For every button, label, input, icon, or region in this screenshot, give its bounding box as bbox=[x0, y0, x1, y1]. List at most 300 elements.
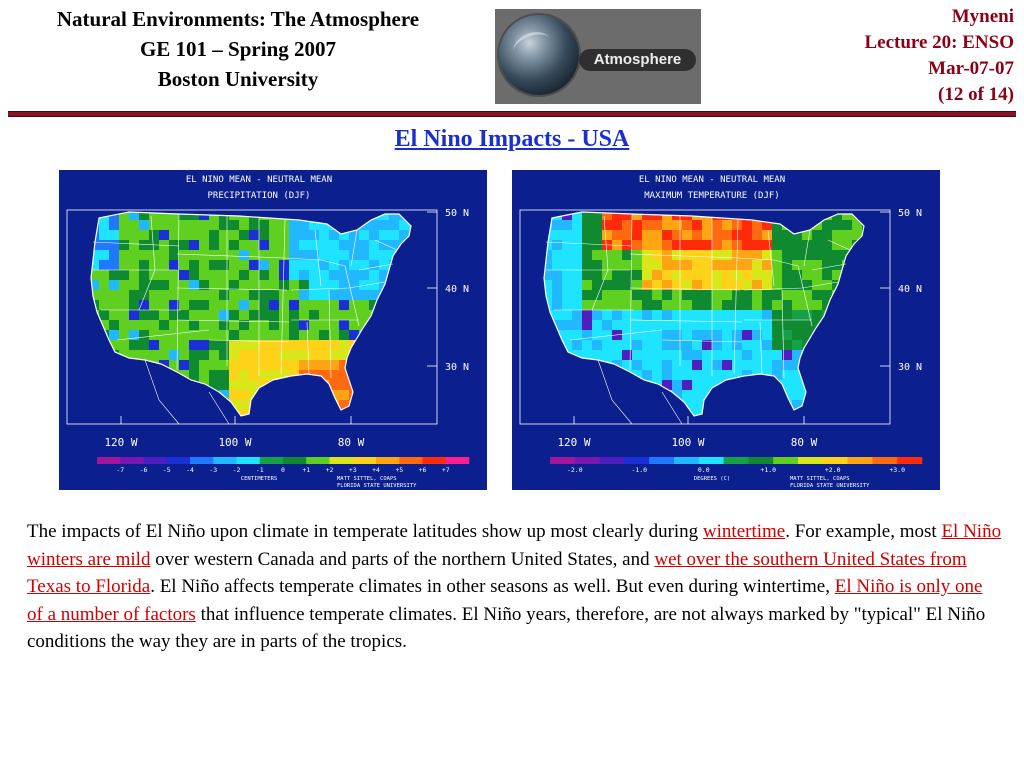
map-cell bbox=[129, 340, 139, 350]
map-cell bbox=[792, 240, 802, 250]
map-cell bbox=[239, 350, 249, 360]
lon-label: 100 W bbox=[671, 436, 705, 449]
map-cell bbox=[319, 290, 329, 300]
map-cell bbox=[702, 250, 712, 260]
map-cell bbox=[712, 310, 722, 320]
map-cell bbox=[832, 230, 842, 240]
map-cell bbox=[722, 350, 732, 360]
map-cell bbox=[742, 300, 752, 310]
map-cell bbox=[772, 270, 782, 280]
map-cell bbox=[109, 330, 119, 340]
legend-swatch bbox=[872, 457, 897, 464]
map-cell bbox=[129, 250, 139, 260]
legend-label: -5 bbox=[162, 466, 171, 474]
map-cell bbox=[612, 320, 622, 330]
link-wintertime[interactable]: wintertime bbox=[702, 521, 786, 542]
map-cell bbox=[722, 330, 732, 340]
map-cell bbox=[109, 250, 119, 260]
map-cell bbox=[189, 290, 199, 300]
map-cell bbox=[612, 350, 622, 360]
body-paragraph bbox=[27, 518, 1002, 656]
map-cell bbox=[379, 220, 389, 230]
map-cell bbox=[622, 270, 632, 280]
map-cell bbox=[772, 290, 782, 300]
map-cell bbox=[309, 290, 319, 300]
map-cell bbox=[612, 250, 622, 260]
map-cell bbox=[552, 240, 562, 250]
link-wet-south[interactable]: wet over the southern United States from Texas to Florida bbox=[27, 548, 967, 597]
map-cell bbox=[602, 220, 612, 230]
map-cell bbox=[179, 360, 189, 370]
slide-number: (12 of 14) bbox=[938, 84, 1014, 105]
map-cell bbox=[632, 360, 642, 370]
map-cell bbox=[682, 350, 692, 360]
map-cell bbox=[622, 260, 632, 270]
map-cell bbox=[189, 310, 199, 320]
atmosphere-logo bbox=[495, 9, 701, 104]
map-cell bbox=[602, 290, 612, 300]
map-cell bbox=[119, 250, 129, 260]
map-cell bbox=[652, 290, 662, 300]
map-cell bbox=[692, 240, 702, 250]
map-cell bbox=[309, 270, 319, 280]
map-cell bbox=[622, 220, 632, 230]
map-cell bbox=[592, 340, 602, 350]
map-cell bbox=[239, 230, 249, 240]
map-cell bbox=[269, 330, 279, 340]
map-cell bbox=[159, 310, 169, 320]
map-cell bbox=[752, 230, 762, 240]
map-cell bbox=[319, 250, 329, 260]
map-cell bbox=[642, 360, 652, 370]
map-cell bbox=[199, 270, 209, 280]
lon-label: 80 W bbox=[337, 436, 365, 449]
map-cell bbox=[562, 240, 572, 250]
map-cell bbox=[139, 310, 149, 320]
map-cell bbox=[139, 270, 149, 280]
map-cell bbox=[249, 240, 259, 250]
map-cell bbox=[622, 250, 632, 260]
map-cell bbox=[802, 250, 812, 260]
map-cell bbox=[259, 290, 269, 300]
map-cell bbox=[339, 300, 349, 310]
map-cell bbox=[229, 230, 239, 240]
map-cell bbox=[662, 290, 672, 300]
map-cell bbox=[179, 270, 189, 280]
map-cell bbox=[299, 310, 309, 320]
map-cell bbox=[329, 370, 339, 380]
map-cell bbox=[732, 290, 742, 300]
link-factors[interactable]: El Niño is only one of a number of factors bbox=[27, 576, 983, 625]
map-cell bbox=[592, 250, 602, 260]
map-cell bbox=[812, 240, 822, 250]
map-cell bbox=[592, 320, 602, 330]
map-cell bbox=[822, 240, 832, 250]
map-cell bbox=[602, 230, 612, 240]
map-cell bbox=[762, 290, 772, 300]
map-cell bbox=[762, 280, 772, 290]
map-cell bbox=[662, 330, 672, 340]
map-cell bbox=[379, 230, 389, 240]
map-cell bbox=[259, 240, 269, 250]
map-cell bbox=[792, 340, 802, 350]
map-cell bbox=[129, 310, 139, 320]
map-cell bbox=[119, 340, 129, 350]
map-cell bbox=[622, 240, 632, 250]
map-cell bbox=[179, 350, 189, 360]
map-cell bbox=[349, 320, 359, 330]
map-cell bbox=[582, 300, 592, 310]
map-cell bbox=[702, 360, 712, 370]
map-cell bbox=[692, 300, 702, 310]
map-cell bbox=[279, 220, 289, 230]
map-cell bbox=[752, 360, 762, 370]
map-cell bbox=[672, 220, 682, 230]
map-cell bbox=[309, 330, 319, 340]
map-cell bbox=[129, 290, 139, 300]
map-cell bbox=[832, 220, 842, 230]
map-cell bbox=[259, 350, 269, 360]
map-cell bbox=[662, 340, 672, 350]
map-cell bbox=[339, 320, 349, 330]
map-cell bbox=[289, 280, 299, 290]
map-cell bbox=[239, 340, 249, 350]
map-cell bbox=[592, 350, 602, 360]
map-cell bbox=[552, 280, 562, 290]
map-cell bbox=[129, 280, 139, 290]
map-cell bbox=[642, 340, 652, 350]
map-cell bbox=[109, 310, 119, 320]
map-cell bbox=[239, 250, 249, 260]
map-cell bbox=[672, 230, 682, 240]
map-cell bbox=[602, 350, 612, 360]
map-cell bbox=[299, 290, 309, 300]
map-cell bbox=[269, 280, 279, 290]
map-cell bbox=[802, 290, 812, 300]
map-cell bbox=[179, 290, 189, 300]
map-cell bbox=[339, 340, 349, 350]
map-cell bbox=[119, 330, 129, 340]
map-cell bbox=[792, 310, 802, 320]
credit-line-2: FLORIDA STATE UNIVERSITY bbox=[790, 483, 870, 489]
map-cell bbox=[792, 250, 802, 260]
map-cell bbox=[319, 340, 329, 350]
map-cell bbox=[552, 250, 562, 260]
map-cell bbox=[379, 240, 389, 250]
map-cell bbox=[129, 220, 139, 230]
map-cell bbox=[179, 220, 189, 230]
map-cell bbox=[279, 320, 289, 330]
map-cell bbox=[99, 250, 109, 260]
legend-swatch bbox=[575, 457, 600, 464]
map-cell bbox=[219, 310, 229, 320]
map-cell bbox=[209, 290, 219, 300]
map-cell bbox=[582, 290, 592, 300]
map-cell bbox=[129, 320, 139, 330]
map-cell bbox=[662, 360, 672, 370]
map-cell bbox=[159, 320, 169, 330]
map-cell bbox=[189, 240, 199, 250]
map-cell bbox=[682, 270, 692, 280]
map-cell bbox=[572, 250, 582, 260]
map-cell bbox=[632, 270, 642, 280]
map-cell bbox=[642, 310, 652, 320]
map-cell bbox=[259, 310, 269, 320]
map-cell bbox=[369, 280, 379, 290]
map-cell bbox=[289, 220, 299, 230]
map-cell bbox=[319, 360, 329, 370]
map-cell bbox=[762, 240, 772, 250]
map-cell bbox=[249, 270, 259, 280]
map-cell bbox=[632, 340, 642, 350]
map-cell bbox=[782, 330, 792, 340]
map-cell bbox=[269, 270, 279, 280]
map-cell bbox=[832, 250, 842, 260]
map-cell bbox=[109, 230, 119, 240]
map-cell bbox=[359, 250, 369, 260]
map-cell bbox=[169, 280, 179, 290]
map-cell bbox=[752, 270, 762, 280]
map-cell bbox=[712, 350, 722, 360]
map-cell bbox=[209, 310, 219, 320]
map-cell bbox=[772, 310, 782, 320]
map-cell bbox=[119, 220, 129, 230]
map-cell bbox=[309, 260, 319, 270]
map-cell bbox=[642, 290, 652, 300]
map-cell bbox=[812, 230, 822, 240]
body-text-2: . For example, most bbox=[785, 521, 942, 542]
map-cell bbox=[652, 310, 662, 320]
map-cell bbox=[129, 300, 139, 310]
map-cell bbox=[582, 240, 592, 250]
map-cell bbox=[712, 370, 722, 380]
map-cell bbox=[339, 240, 349, 250]
map-cell bbox=[612, 340, 622, 350]
legend-swatch bbox=[283, 457, 307, 464]
map-cell bbox=[692, 230, 702, 240]
map-cell bbox=[149, 300, 159, 310]
map-cell bbox=[662, 260, 672, 270]
map-cell bbox=[722, 250, 732, 260]
map-cell bbox=[762, 330, 772, 340]
map-cell bbox=[259, 230, 269, 240]
map-cell bbox=[359, 240, 369, 250]
map-cell bbox=[762, 310, 772, 320]
map-cell bbox=[289, 240, 299, 250]
map-cell bbox=[782, 270, 792, 280]
map-cell bbox=[229, 380, 239, 390]
map-cell bbox=[109, 320, 119, 330]
map-cell bbox=[179, 280, 189, 290]
map-cell bbox=[712, 240, 722, 250]
map-cell bbox=[209, 270, 219, 280]
map-cell bbox=[702, 380, 712, 390]
map-cell bbox=[179, 230, 189, 240]
map-cell bbox=[199, 320, 209, 330]
map-cell bbox=[562, 290, 572, 300]
map-cell bbox=[249, 380, 259, 390]
map-cell bbox=[309, 310, 319, 320]
map-cell bbox=[239, 240, 249, 250]
map-cell bbox=[209, 300, 219, 310]
map-cell bbox=[199, 370, 209, 380]
map-cell bbox=[249, 220, 259, 230]
map-cell bbox=[169, 290, 179, 300]
map-cell bbox=[682, 360, 692, 370]
body-text-1: The impacts of El Niño upon climate in temperate latitudes show up most clearly during bbox=[27, 521, 703, 542]
map-cell bbox=[712, 230, 722, 240]
map-cell bbox=[622, 280, 632, 290]
legend-label: -6 bbox=[139, 466, 148, 474]
map-cell bbox=[732, 230, 742, 240]
map-cell bbox=[842, 230, 852, 240]
legend-swatch bbox=[848, 457, 873, 464]
map-cell bbox=[189, 230, 199, 240]
map-cell bbox=[682, 240, 692, 250]
legend-label: 0 bbox=[281, 466, 285, 474]
map-cell bbox=[229, 360, 239, 370]
map-cell bbox=[672, 370, 682, 380]
map-cell bbox=[592, 330, 602, 340]
map-cell bbox=[672, 320, 682, 330]
map-cell bbox=[652, 300, 662, 310]
map-cell bbox=[289, 320, 299, 330]
map-cell bbox=[119, 300, 129, 310]
map-cell bbox=[269, 230, 279, 240]
map-cell bbox=[782, 240, 792, 250]
map-subtitle: MAXIMUM TEMPERATURE (DJF) bbox=[644, 191, 780, 201]
legend-swatch bbox=[330, 457, 354, 464]
map-cell bbox=[309, 240, 319, 250]
map-cell bbox=[642, 220, 652, 230]
map-cell bbox=[712, 220, 722, 230]
map-cell bbox=[199, 300, 209, 310]
map-cell bbox=[149, 270, 159, 280]
map-cell bbox=[119, 310, 129, 320]
map-cell bbox=[812, 270, 822, 280]
map-cell bbox=[632, 290, 642, 300]
map-cell bbox=[199, 360, 209, 370]
map-cell bbox=[822, 250, 832, 260]
map-cell bbox=[612, 300, 622, 310]
map-cell bbox=[259, 330, 269, 340]
map-cell bbox=[299, 360, 309, 370]
map-cell bbox=[269, 360, 279, 370]
map-cell bbox=[179, 300, 189, 310]
map-cell bbox=[169, 240, 179, 250]
map-cell bbox=[702, 370, 712, 380]
map-cell bbox=[319, 350, 329, 360]
map-cell bbox=[712, 290, 722, 300]
map-cell bbox=[742, 290, 752, 300]
map-cell bbox=[782, 290, 792, 300]
map-cell bbox=[349, 250, 359, 260]
map-cell bbox=[752, 260, 762, 270]
map-cell bbox=[389, 230, 399, 240]
map-cell bbox=[349, 260, 359, 270]
map-cell bbox=[702, 330, 712, 340]
link-mild-winters[interactable]: El Niño winters are mild bbox=[27, 521, 1002, 570]
map-cell bbox=[712, 260, 722, 270]
map-cell bbox=[299, 250, 309, 260]
map-cell bbox=[722, 310, 732, 320]
map-cell bbox=[369, 240, 379, 250]
map-cell bbox=[702, 310, 712, 320]
map-cell bbox=[662, 240, 672, 250]
map-cell bbox=[582, 250, 592, 260]
precipitation-map bbox=[59, 170, 487, 490]
map-cell bbox=[119, 260, 129, 270]
map-cell bbox=[792, 390, 802, 400]
map-cell bbox=[339, 270, 349, 280]
map-cell bbox=[339, 290, 349, 300]
map-cell bbox=[692, 260, 702, 270]
map-cell bbox=[812, 300, 822, 310]
map-cell bbox=[712, 360, 722, 370]
map-cell bbox=[702, 240, 712, 250]
map-cell bbox=[562, 330, 572, 340]
map-cell bbox=[612, 270, 622, 280]
map-cell bbox=[682, 290, 692, 300]
map-cell bbox=[672, 260, 682, 270]
legend-swatch bbox=[624, 457, 649, 464]
map-cell bbox=[752, 290, 762, 300]
credit-line-1: MATT SITTEL, COAPS bbox=[790, 476, 850, 482]
temperature-map bbox=[512, 170, 940, 490]
map-cell bbox=[562, 300, 572, 310]
map-cell bbox=[259, 250, 269, 260]
map-cell bbox=[652, 370, 662, 380]
globe-icon bbox=[499, 15, 579, 95]
map-cell bbox=[169, 250, 179, 260]
map-cell bbox=[572, 310, 582, 320]
map-cell bbox=[772, 330, 782, 340]
map-cell bbox=[359, 310, 369, 320]
map-cell bbox=[572, 320, 582, 330]
legend-label: +4 bbox=[372, 466, 380, 474]
map-cell bbox=[229, 290, 239, 300]
map-cell bbox=[692, 250, 702, 260]
map-cell bbox=[209, 320, 219, 330]
map-cell bbox=[269, 290, 279, 300]
legend-swatch bbox=[306, 457, 330, 464]
map-cell bbox=[552, 300, 562, 310]
map-cell bbox=[199, 220, 209, 230]
map-cell bbox=[572, 290, 582, 300]
map-cell bbox=[199, 230, 209, 240]
map-cell bbox=[189, 340, 199, 350]
map-cell bbox=[682, 320, 692, 330]
map-cell bbox=[329, 310, 339, 320]
map-cell bbox=[742, 240, 752, 250]
map-cell bbox=[159, 290, 169, 300]
credit-line-1: MATT SITTEL, COAPS bbox=[337, 476, 397, 482]
map-cell bbox=[169, 270, 179, 280]
map-cell bbox=[692, 360, 702, 370]
map-cell bbox=[339, 310, 349, 320]
map-cell bbox=[149, 330, 159, 340]
map-cell bbox=[289, 300, 299, 310]
map-cell bbox=[822, 270, 832, 280]
map-cell bbox=[692, 290, 702, 300]
legend-swatch bbox=[167, 457, 191, 464]
map-cell bbox=[842, 220, 852, 230]
slide-title[interactable]: El Nino Impacts - USA bbox=[394, 126, 630, 152]
map-cell bbox=[572, 240, 582, 250]
map-cell bbox=[742, 220, 752, 230]
map-cell bbox=[642, 300, 652, 310]
map-cell bbox=[682, 300, 692, 310]
